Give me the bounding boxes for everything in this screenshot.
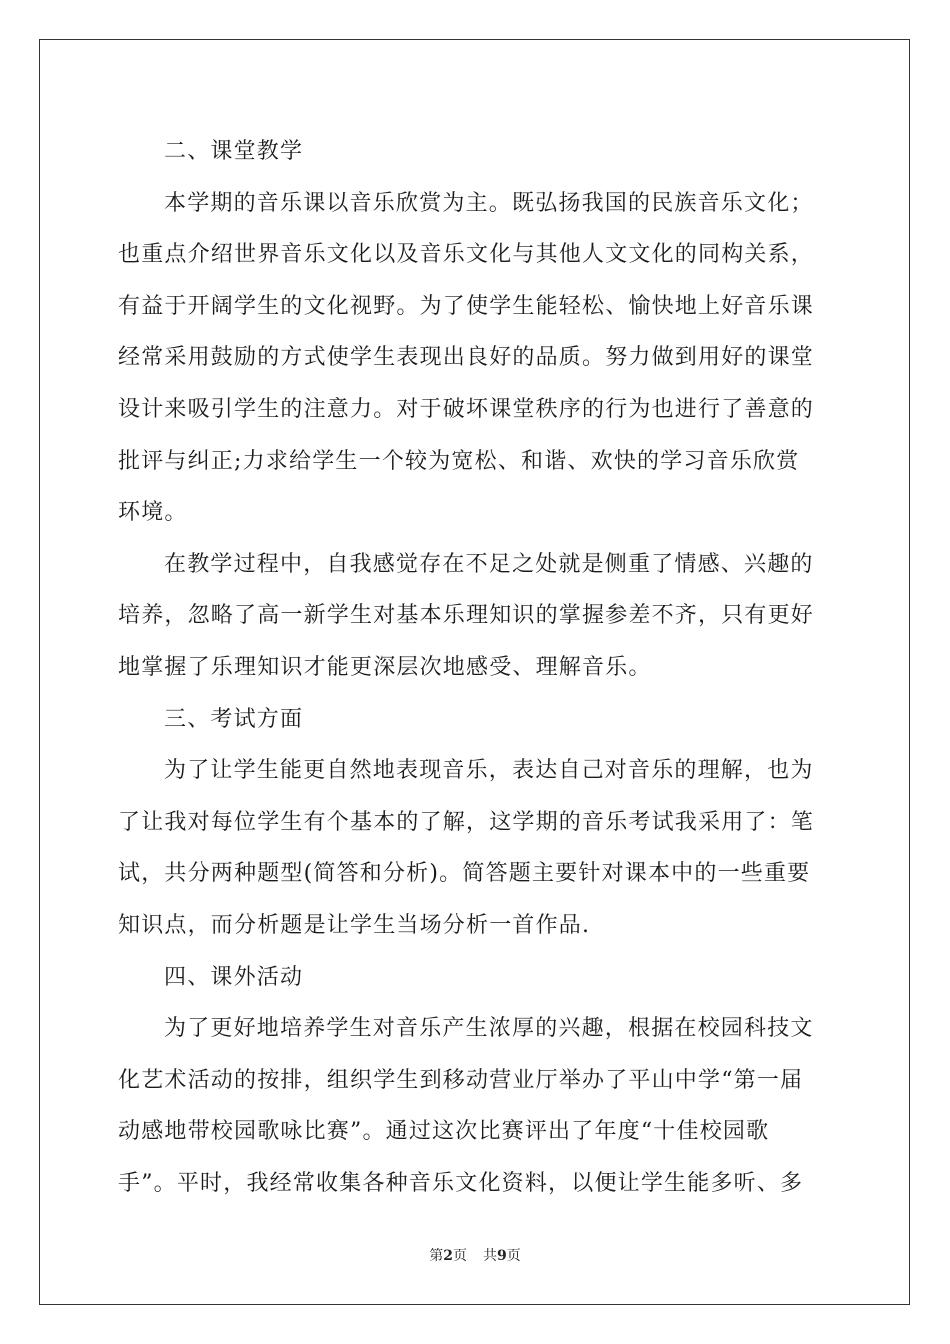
- text-line: 手”。平时，我经常收集各种音乐文化资料，以便让学生能多听、多: [118, 1170, 804, 1196]
- text-line: 在教学过程中，自我感觉存在不足之处就是侧重了情感、兴趣的: [164, 551, 814, 577]
- text-line: 试，共分两种题型(简答和分析)。简答题主要针对课本中的一些重要: [118, 861, 811, 887]
- text-line: 环境。: [118, 500, 188, 526]
- text-line: 培养，忽略了高一新学生对基本乐理知识的掌握参差不齐，只有更好: [118, 603, 815, 629]
- text-line: 经常采用鼓励的方式使学生表现出良好的品质。努力做到用好的课堂: [118, 345, 815, 371]
- page-suffix: 页: [453, 1248, 467, 1264]
- text-line: 动感地带校园歌咏比赛”。通过这次比赛评出了年度“十佳校园歌: [118, 1119, 770, 1145]
- document-body: [118, 126, 833, 1209]
- page-prefix: 第: [429, 1248, 444, 1264]
- text-line: 三、考试方面: [164, 706, 304, 732]
- text-line: 知识点，而分析题是让学生当场分析一首作品.: [118, 912, 591, 938]
- text-line: 批评与纠正;力求给学生一个较为宽松、和谐、欢快的学习音乐欣赏: [118, 448, 800, 474]
- text-line: 化艺术活动的按排，组织学生到移动营业厅举办了平山中学“第一届: [118, 1067, 804, 1093]
- text-line: 设计来吸引学生的注意力。对于破坏课堂秩序的行为也进行了善意的: [118, 396, 815, 422]
- text-line: 四、课外活动: [164, 964, 304, 990]
- text-line: 本学期的音乐课以音乐欣赏为主。既弘扬我国的民族音乐文化；: [164, 190, 814, 216]
- total-prefix: 共: [483, 1248, 497, 1264]
- text-line: 为了让学生能更自然地表现音乐，表达自己对音乐的理解，也为: [164, 758, 814, 784]
- text-line: 二、课堂教学: [164, 139, 304, 164]
- text-line: 地掌握了乐理知识才能更深层次地感受、理解音乐。: [118, 654, 652, 680]
- total-pages: 9: [497, 1248, 507, 1264]
- text-line: 了让我对每位学生有个基本的了解，这学期的音乐考试我采用了：笔: [118, 809, 815, 835]
- page-number: 2: [443, 1248, 453, 1264]
- text-line: 为了更好地培养学生对音乐产生浓厚的兴趣，根据在校园科技文: [164, 1016, 814, 1042]
- page-footer: [0, 1245, 950, 1265]
- total-suffix: 页: [506, 1248, 521, 1264]
- text-line: 也重点介绍世界音乐文化以及音乐文化与其他人文文化的同构关系，: [118, 242, 815, 268]
- text-line: 有益于开阔学生的文化视野。为了使学生能轻松、愉快地上好音乐课: [118, 293, 815, 319]
